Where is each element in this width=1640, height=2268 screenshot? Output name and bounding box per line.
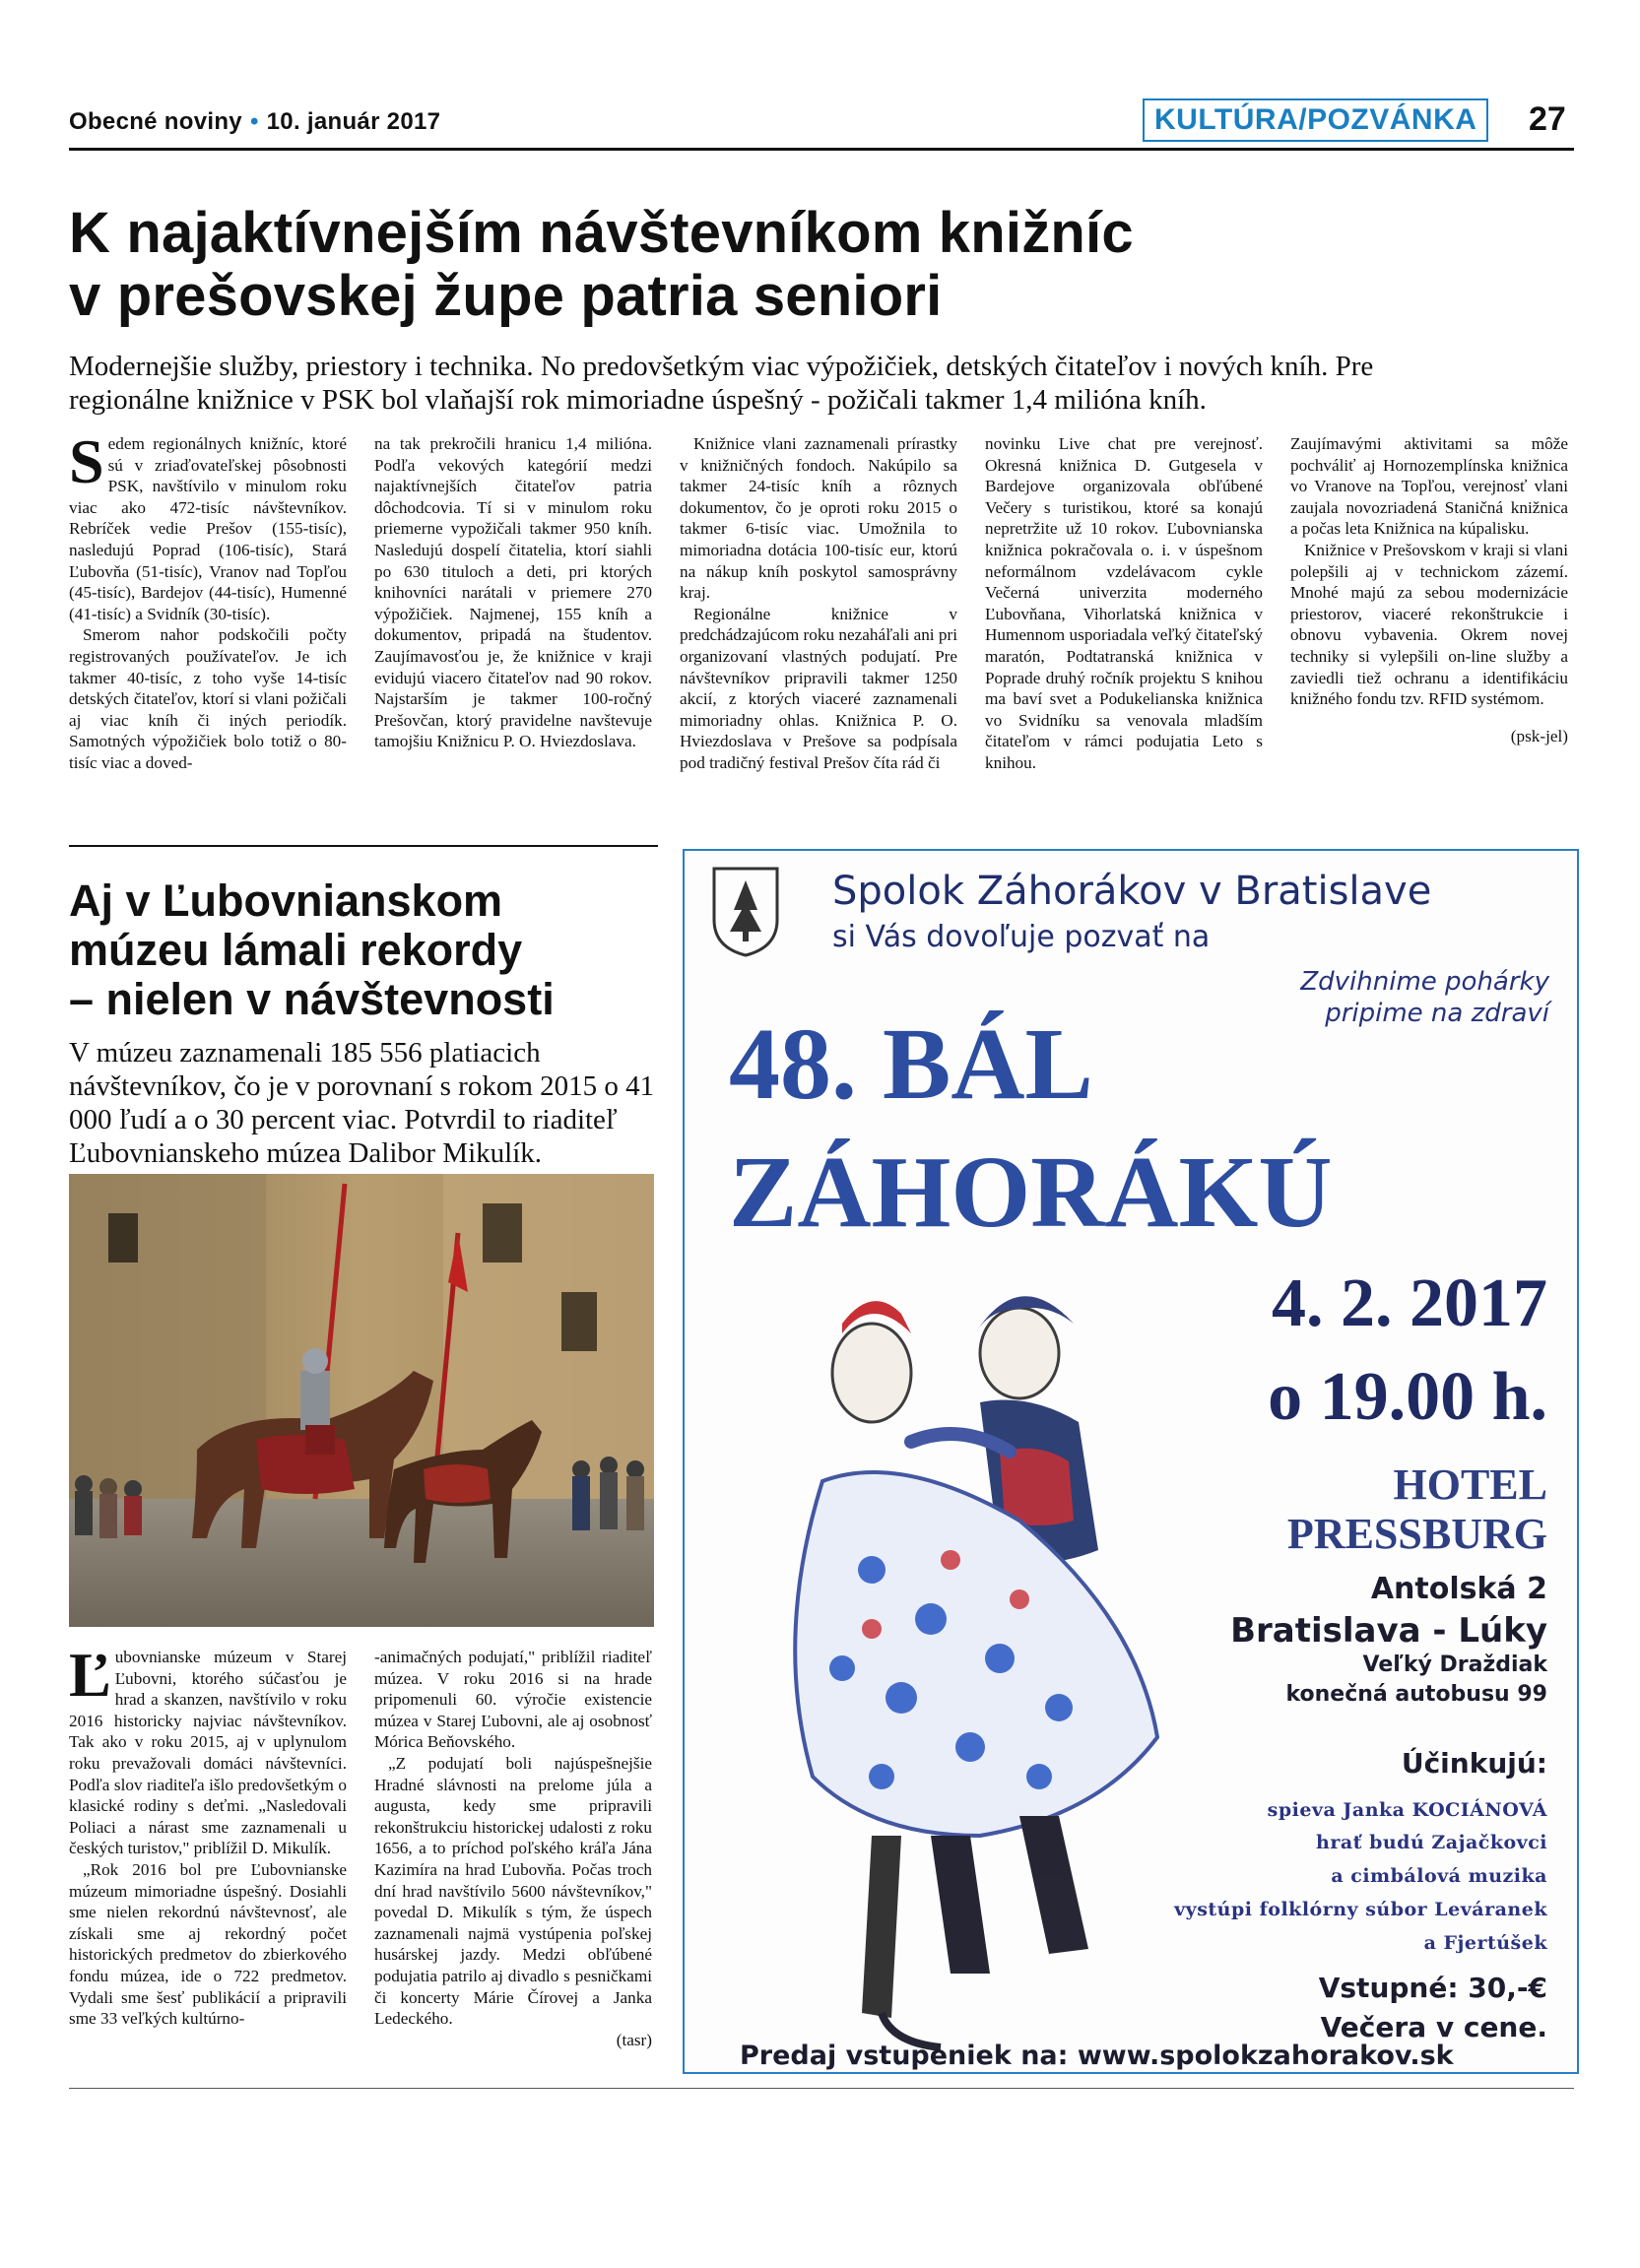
article1-column-4 xyxy=(985,433,1263,774)
event-time: o 19.00 h. xyxy=(1268,1359,1547,1435)
toast-line: Zdvihnime pohárky xyxy=(1300,967,1549,997)
paragraph: Knižnice vlani zaznamenali prírastky v knižničných fondoch. Nakúpilo sa takmer 24-tisíc kníh a rôznych dokumentov, čo je oproti roku 2015 o takmer 6-tisíc viac. Umožnila to mimoriadna dotácia 100-tisíc eur, ktorú na nákup kníh poskytol samosprávny kraj. xyxy=(680,434,957,603)
bullet-separator: • xyxy=(249,108,259,135)
ball-invitation-poster xyxy=(683,849,1579,2074)
publication-name: Obecné noviny xyxy=(69,108,242,135)
paragraph: „Z podujatí boli najúspešnejšie Hradné slávnosti na prelome júla a augusta, kedy sme pripravili rekonštrukciu historickej udalosti z roku 1656, a to príchod poľského kráľa Jána Kazimíra na hrad Ľubovňa. Počas troch dní hrad navštívilo 5600 návštevníkov," povedal D. Mikulík s tým, že úspech zaznamenali najmä vystúpenia poľskej husárskej jazdy. Medzi obľúbené podujatia patrilo aj divadlo s pesničkami či koncerty Márie Čírovej a Janka Ledeckého. xyxy=(374,1753,652,2029)
article2-headline-line: múzeu lámali rekordy xyxy=(69,925,523,975)
paragraph: -animačných podujatí," priblížil riaditeľ múzea. V roku 2016 si na hrade pripomenuli 60. výročie existencie múzea v Starej Ľubovni, ale aj osobnosť Mórica Beňovského. xyxy=(374,1648,652,1752)
invitation-line: si Vás dovoľuje pozvať na xyxy=(832,920,1211,954)
paragraph: „Rok 2016 bol pre Ľubovnianske múzeum mimoriadne úspešný. Dosiahli sme nielen rekordnú návštevnosť, ale získali sme aj rekordný počet historických predmetov do zbierkového fondu múzea, ide o 722 predmetov. Vydali sme šesť publikácií a pripravili sme 33 veľkých kultúrno- xyxy=(69,1859,347,2029)
toast-line: pripime na zdraví xyxy=(1325,999,1549,1028)
section-label: KULTÚRA/POZVÁNKA xyxy=(1143,98,1488,142)
article1-lead-line: regionálne knižnice v PSK bol vlaňajší rok mimoriadne úspešný - požičali takmer 1,4 milióna kníh. xyxy=(69,384,1207,416)
article2-signature: (tasr) xyxy=(616,2030,652,2049)
paragraph: novinku Live chat pre verejnosť. Okresná knižnica D. Gutgesela v Bardejove organizovala obľúbené Večery s turistikou, ktoré sa konajú nepretržite už 10 rokov. Ľubovnianska knižnica pokračovala o. i. v úspešnom neformálnom vzdelávacom cykle Večerná univerzita moderného Ľubovňana, Vihorlatská knižnica v Humennom usporiadala veľký čitateľský maratón, Podtatranská knižnica v Poprade druhý ročník projektu S knihou ma baví svet a Podukelianska knižnica vo Svidníku sa venovala mladším čitateľom v rámci podujatia Leto s knihou. xyxy=(985,434,1263,772)
paragraph: Regionálne knižnice v predchádzajúcom roku nezaháľali ani pri organizovaní vlastných podujatí. Pre návštevníkov pripravili takmer 1250 akcií, z ktorých viaceré zaznamenali mimoriadny ohlas. Knižnica P. O. Hviezdoslava v Prešove sa podpísala pod tradičný festival Prešov číta rád či xyxy=(680,604,957,772)
article1-lead-line: Modernejšie služby, priestory i technika. No predovšetkým viac výpožičiek, detských čitateľov i nových kníh. Pre xyxy=(69,351,1374,382)
article1-column-2 xyxy=(374,433,652,752)
article-divider xyxy=(69,845,658,847)
performer-line: vystúpi folklórny súbor Leváranek xyxy=(1174,1899,1547,1920)
folk-dancers-illustration xyxy=(724,1225,1236,2072)
header-rule xyxy=(69,148,1574,151)
drop-cap: Ľ xyxy=(69,1640,111,1710)
venue-line: HOTEL xyxy=(1393,1460,1547,1509)
article2-headline xyxy=(69,876,680,1024)
article1-signature: (psk-jel) xyxy=(1510,726,1568,745)
article1-lead xyxy=(69,350,1566,417)
paragraph: Zaujímavými aktivitami sa môže pochváliť aj Hornozemplínska knižnica vo Vranove na Topľou, verejnosť vlani zaujala novozriadená Staničná knižnica a počas leta Knižnica na kúpalisku. xyxy=(1290,434,1568,539)
performer-line: a Fjertúšek xyxy=(1423,1932,1547,1954)
masthead xyxy=(69,108,440,136)
article1-headline xyxy=(69,202,1546,328)
venue-line: PRESSBURG xyxy=(1286,1510,1547,1558)
address-line: konečná autobusu 99 xyxy=(1285,1682,1547,1707)
performers-heading: Účinkujú: xyxy=(1401,1747,1547,1780)
address-line: Bratislava - Lúky xyxy=(1230,1611,1547,1651)
entry-fee: Vstupné: 30,-€ xyxy=(1318,1972,1547,2004)
castle-knight-photo xyxy=(69,1174,654,1627)
issue-date: 10. január 2017 xyxy=(266,108,441,135)
ticket-sales-line: Predaj vstupeniek na: www.spolokzahorakov.sk xyxy=(740,2041,1454,2071)
address-line: Antolská 2 xyxy=(1370,1572,1547,1606)
performer-line: a cimbálová muzika xyxy=(1331,1865,1547,1887)
article1-column-3 xyxy=(680,433,957,774)
article1-headline-line: v prešovskej župe patria seniori xyxy=(69,264,943,328)
event-title-line: ZÁHORÁKÚ xyxy=(729,1135,1333,1249)
page-number: 27 xyxy=(1529,100,1566,138)
article1-column-5 xyxy=(1290,433,1568,746)
article2-column-2 xyxy=(374,1647,652,2050)
article2-column-1 xyxy=(69,1640,347,2030)
paragraph: edem regionálnych knižníc, ktoré sú v zriaďovateľskej pôsobnosti PSK, navštívilo v minulom roku viac ako 472-tisíc návštevníkov. Rebríček vedie Prešov (155-tisíc), nasledujú Poprad (106-tisíc), Stará Ľubovňa (51-tisíc), Vranov nad Topľou (45-tisíc), Bardejov (44-tisíc), Humenné (41-tisíc) a Svidník (30-tisíc). xyxy=(69,434,347,623)
address-line: Veľký Draždiak xyxy=(1362,1652,1547,1677)
dinner-note: Večera v cene. xyxy=(1320,2011,1547,2043)
performer-line: spieva Janka KOCIÁNOVÁ xyxy=(1267,1799,1547,1821)
paragraph: Smerom nahor podskočili počty registrovaných používateľov. Je ich takmer 40-tisíc, z toho vyše 14-tisíc detských čitateľov, ktorí si vlani požičali aj viac kníh či iných periodík. Samotných výpožičiek bolo totiž o 80-tisíc viac a doved- xyxy=(69,625,347,772)
organizer-name: Spolok Záhorákov v Bratislave xyxy=(832,869,1432,914)
drop-cap: S xyxy=(69,426,104,496)
paragraph: ubovnianske múzeum v Starej Ľubovni, ktorého súčasťou je hrad a skanzen, navštívilo v roku 2016 historicky najviac návštevníkov. Tak ako v roku 2015, aj v uplynulom roku prevažovali domáci návštevníci. Podľa slov riaditeľa išlo predovšetkým o klasické rodiny s deťmi. „Nasledovali Poliaci a nárast sme zaznamenali u českých turistov," priblížil D. Mikulík. xyxy=(69,1648,347,1858)
article2-lead: V múzeu zaznamenali 185 556 platiacich návštevníkov, čo je v porovnaní s rokom 2015 o 41 000 ľudí a o 30 percent viac. Potvrdil to riaditeľ Ľubovnianskeho múzea Dalibor Mikulík. xyxy=(69,1037,655,1169)
footer-rule xyxy=(69,2088,1574,2089)
paragraph: na tak prekročili hranicu 1,4 milióna. Podľa vekových kategórií medzi najaktívnejších čitateľov patria dôchodcovia. Tí si v minulom roku priemerne vypožičali takmer 950 kníh. Nasledujú dospelí čitatelia, ktorí siahli po 630 tituloch a deti, pri ktorých knihovníci narátali v priemere 270 výpožičiek. Najmenej, 155 kníh a dokumentov, pripadá na študentov. Zaujímavosťou je, že knižnice v kraji evidujú viacero čitateľov nad 90 rokov. Najstarším je takmer 100-ročný Prešovčan, ktorý pravidelne navštevuje tamojšiu Knižnicu P. O. Hviezdoslava. xyxy=(374,434,652,751)
coat-of-arms-icon xyxy=(704,861,787,959)
performer-line: hrať budú Zajačkovci xyxy=(1316,1832,1547,1853)
article1-headline-line: K najaktívnejším návštevníkom knižníc xyxy=(69,201,1134,265)
event-date: 4. 2. 2017 xyxy=(1272,1265,1547,1341)
article1-column-1 xyxy=(69,426,347,774)
article2-headline-line: Aj v Ľubovnianskom xyxy=(69,875,503,926)
paragraph: Knižnice v Prešovskom v kraji si vlani polepšili aj v technickom zázemí. Mnohé majú za sebou modernizácie priestorov, viaceré rekonštrukcie i obnovu vybavenia. Okrem novej techniky si vylepšili on-line služby a zaviedli tiež ochranu a identifikáciu knižného fondu tzv. RFID systémom. xyxy=(1290,540,1568,709)
article2-headline-line: – nielen v návštevnosti xyxy=(69,974,555,1024)
event-title-line: 48. BÁL xyxy=(729,1007,1093,1121)
